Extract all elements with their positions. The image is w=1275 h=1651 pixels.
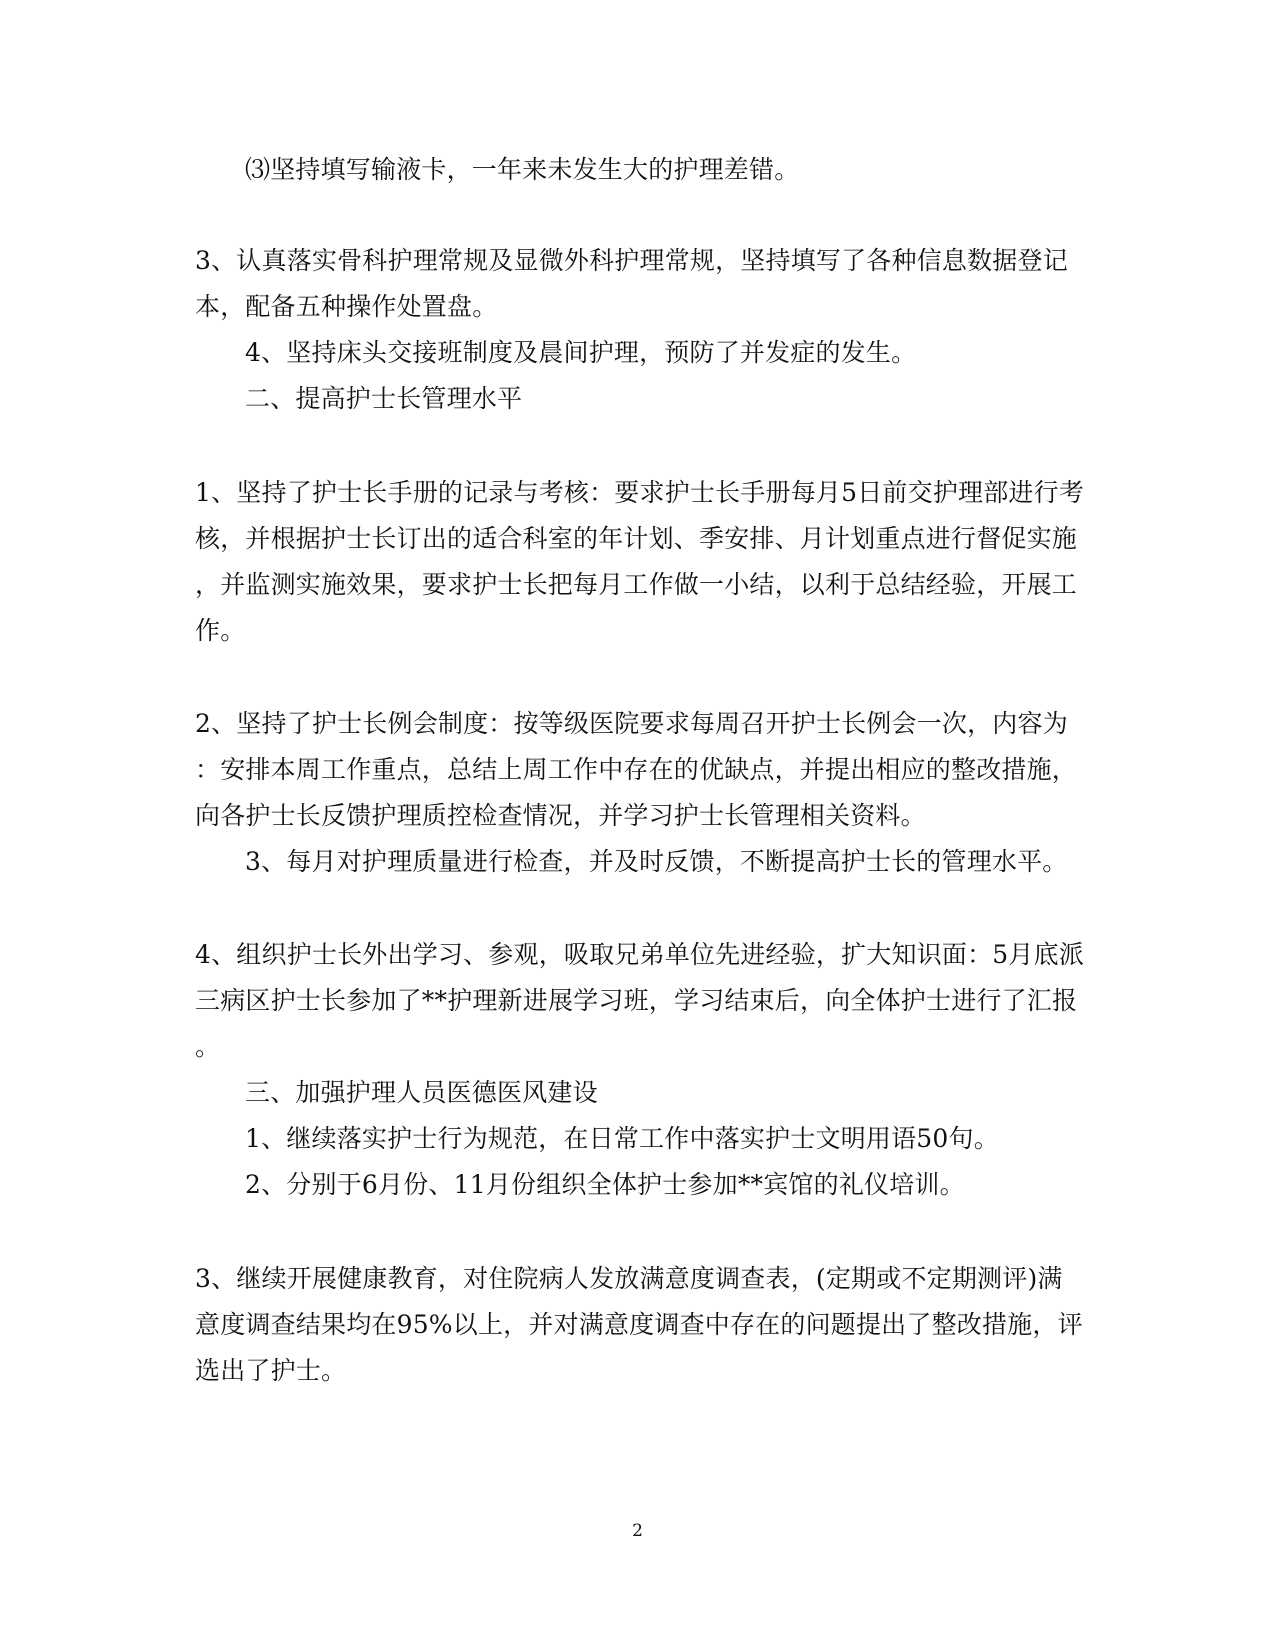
paragraph-line: 4、坚持床头交接班制度及晨间护理，预防了并发症的发生。 bbox=[245, 338, 917, 367]
paragraph-line: 。 bbox=[195, 1032, 221, 1061]
page-number: 2 bbox=[632, 1521, 643, 1541]
paragraph-line: 1、继续落实护士行为规范，在日常工作中落实护士文明用语50句。 bbox=[245, 1124, 999, 1153]
paragraph-line: 3、继续开展健康教育，对住院病人发放满意度调查表，(定期或不定期测评)满 bbox=[195, 1264, 1063, 1293]
paragraph-line: 三病区护士长参加了**护理新进展学习班，学习结束后，向全体护士进行了汇报 bbox=[195, 986, 1078, 1015]
paragraph-line: 3、认真落实骨科护理常规及显微外科护理常规，坚持填写了各种信息数据登记 bbox=[195, 246, 1068, 275]
paragraph-line: 3、每月对护理质量进行检查，并及时反馈，不断提高护士长的管理水平。 bbox=[245, 847, 1068, 876]
section-heading: 二、提高护士长管理水平 bbox=[245, 384, 523, 413]
paragraph-line: 本，配备五种操作处置盘。 bbox=[195, 292, 498, 321]
paragraph-line: 4、组织护士长外出学习、参观，吸取兄弟单位先进经验，扩大知识面：5月底派 bbox=[195, 940, 1085, 969]
paragraph-line: ，并监测实施效果，要求护士长把每月工作做一小结，以利于总结经验，开展工 bbox=[195, 570, 1078, 599]
paragraph-line: 核，并根据护士长订出的适合科室的年计划、季安排、月计划重点进行督促实施 bbox=[195, 524, 1078, 553]
paragraph-line: 2、分别于6月份、11月份组织全体护士参加**宾馆的礼仪培训。 bbox=[245, 1170, 965, 1199]
paragraph-line: 2、坚持了护士长例会制度：按等级医院要求每周召开护士长例会一次，内容为 bbox=[195, 709, 1068, 738]
paragraph-line: ⑶坚持填写输液卡，一年来未发生大的护理差错。 bbox=[245, 155, 800, 184]
paragraph-line: 1、坚持了护士长手册的记录与考核：要求护士长手册每月5日前交护理部进行考 bbox=[195, 478, 1085, 507]
section-heading: 三、加强护理人员医德医风建设 bbox=[245, 1078, 598, 1107]
paragraph-line: 选出了护士。 bbox=[195, 1356, 347, 1385]
paragraph-line: 向各护士长反馈护理质控检查情况，并学习护士长管理相关资料。 bbox=[195, 801, 926, 830]
paragraph-line: 意度调查结果均在95%以上，并对满意度调查中存在的问题提出了整改措施，评 bbox=[195, 1310, 1083, 1339]
paragraph-line: ：安排本周工作重点，总结上周工作中存在的优缺点，并提出相应的整改措施， bbox=[195, 755, 1078, 784]
paragraph-line: 作。 bbox=[195, 616, 246, 645]
